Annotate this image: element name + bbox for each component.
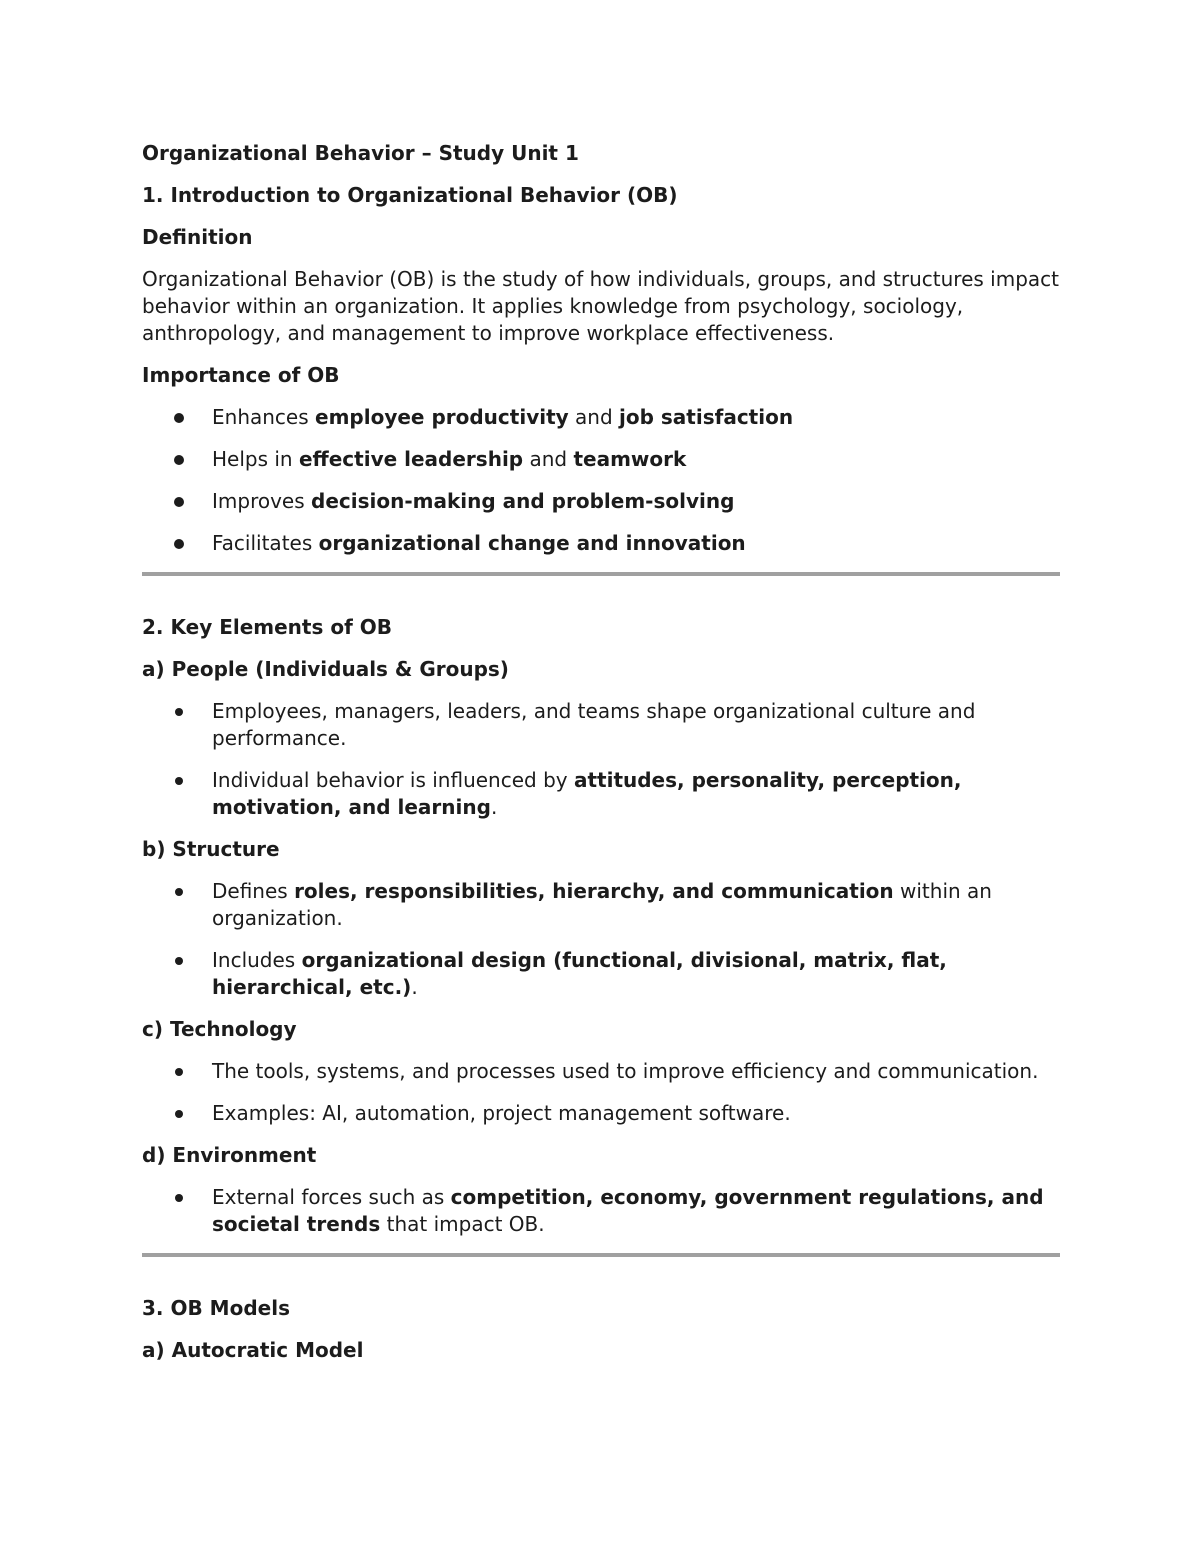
importance-list — [142, 404, 1062, 557]
list-item: The tools, systems, and processes used to improve efficiency and communication. — [142, 1058, 1062, 1085]
bullet-icon — [175, 1194, 183, 1202]
list-item: Facilitates organizational change and innovation — [142, 530, 1062, 557]
list-item: Enhances employee productivity and job satisfaction — [142, 404, 1062, 431]
environment-heading: d) Environment — [142, 1143, 317, 1167]
section-3-heading: 3. OB Models — [142, 1296, 290, 1320]
bullet-icon — [174, 539, 184, 549]
list-item: External forces such as competition, economy, government regulations, and societal trends that impact OB. — [142, 1184, 1062, 1238]
list-item: Employees, managers, leaders, and teams shape organizational culture and performance. — [142, 698, 1062, 752]
list-item: Includes organizational design (functional, divisional, matrix, flat, hierarchical, etc.). — [142, 947, 1062, 1001]
list-item: Examples: AI, automation, project management software. — [142, 1100, 1062, 1127]
list-item: Helps in effective leadership and teamwork — [142, 446, 1062, 473]
section-2-heading: 2. Key Elements of OB — [142, 615, 392, 639]
bullet-icon — [175, 888, 183, 896]
technology-heading: c) Technology — [142, 1017, 297, 1041]
document-page — [142, 140, 1062, 1379]
bullet-icon — [174, 413, 184, 423]
technology-list — [142, 1058, 1062, 1127]
bullet-icon — [174, 497, 184, 507]
structure-list — [142, 878, 1062, 1001]
definition-text: Organizational Behavior (OB) is the study of how individuals, groups, and structures impact behavior within an organization. It applies knowledge from psychology, sociology, anthropology, and management to improve workplace effectiveness. — [142, 267, 1059, 345]
structure-heading: b) Structure — [142, 837, 280, 861]
bullet-icon — [175, 1110, 183, 1118]
bullet-icon — [174, 455, 184, 465]
autocratic-model-heading: a) Autocratic Model — [142, 1338, 364, 1362]
list-item: Defines roles, responsibilities, hierarchy, and communication within an organization. — [142, 878, 1062, 932]
bullet-icon — [175, 957, 183, 965]
bullet-icon — [175, 777, 183, 785]
section-1-heading: 1. Introduction to Organizational Behavior (OB) — [142, 183, 678, 207]
importance-heading: Importance of OB — [142, 363, 340, 387]
horizontal-rule — [142, 1253, 1060, 1257]
bullet-icon — [175, 708, 183, 716]
people-list — [142, 698, 1062, 821]
environment-list — [142, 1184, 1062, 1238]
definition-heading: Definition — [142, 225, 253, 249]
bullet-icon — [175, 1068, 183, 1076]
document-title: Organizational Behavior – Study Unit 1 — [142, 141, 579, 165]
people-heading: a) People (Individuals & Groups) — [142, 657, 509, 681]
list-item: Individual behavior is influenced by attitudes, personality, perception, motivation, and learning. — [142, 767, 1062, 821]
horizontal-rule — [142, 572, 1060, 576]
list-item: Improves decision-making and problem-solving — [142, 488, 1062, 515]
